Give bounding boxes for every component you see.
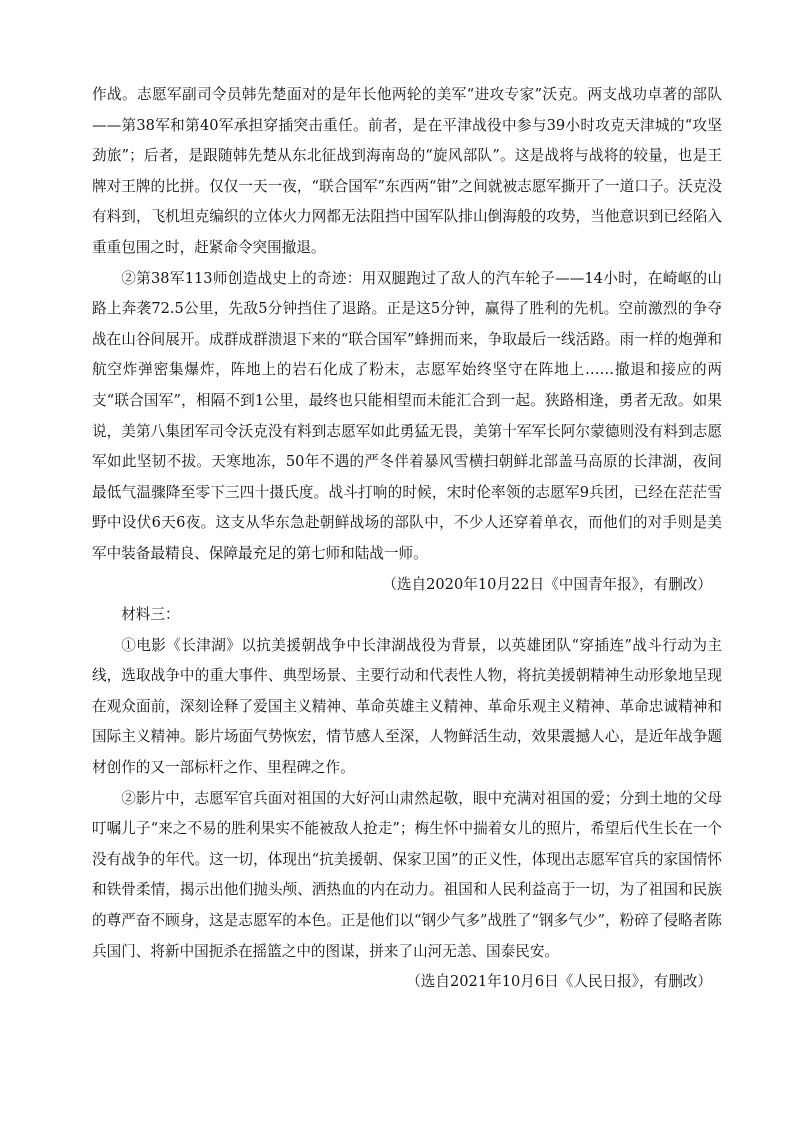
document-page xyxy=(92,80,722,998)
material-3-label: 材料三： xyxy=(121,606,180,624)
source-citation-3: （选自2021年10月6日《人民日报》，有删改） xyxy=(406,973,712,991)
paragraph-continued: 作战。志愿军副司令员韩先楚面对的是年长他两轮的美军“进攻专家”沃克。两支战功卓著的部队——第38军和第40军承担穿插突击重任。前者，是在平津战役中参与39小时攻克天津城的“攻坚劲旅”；后者，是跟随韩先楚从东北征战到海南岛的“旋风部队”。这是战将与战将的较量，也是王牌对王牌的比拼。仅仅一天一夜，“联合国军”东西两“钳”之间就被志愿军撕开了一道口子。沃克没有料到，飞机坦克编织的立体火力网都无法阻挡中国军队排山倒海般的攻势，当他意识到已经陷入重重包围之时，赶紧命令突围撤退。 xyxy=(92,86,722,256)
source-citation-2: （选自2020年10月22日《中国青年报》，有删改） xyxy=(382,575,712,593)
material-3-paragraph-2: ②影片中，志愿军官兵面对祖国的大好河山肃然起敬，眼中充满对祖国的爱；分到土地的父母叮嘱儿子“来之不易的胜利果实不能被敌人抢走”；梅生怀中揣着女儿的照片，希望后代生长在一个没有战争的年代。这一切，体现出“抗美援朝、保家卫国”的正义性，体现出志愿军官兵的家国情怀和铁骨柔情，揭示出他们抛头颅、洒热血的内在动力。祖国和人民利益高于一切，为了祖国和民族的尊严奋不顾身，这是志愿军的本色。正是他们以“钢少气多”战胜了“钢多气少”，粉碎了侵略者陈兵国门、将新中国扼杀在摇篮之中的图谋，拼来了山河无恙、国泰民安。 xyxy=(92,789,722,960)
material-3-paragraph-1: ①电影《长津湖》以抗美援朝战争中长津湖战役为背景，以英雄团队“穿插连”战斗行动为主线，选取战争中的重大事件、典型场景、主要行动和代表性人物，将抗美援朝精神生动形象地呈现在观众面前，深刻诠释了爱国主义精神、革命英雄主义精神、革命乐观主义精神、革命忠诚精神和国际主义精神。影片场面气势恢宏，情节感人至深，人物鲜活生动，效果震撼人心，是近年战争题材创作的又一部标杆之作、里程碑之作。 xyxy=(92,636,722,777)
paragraph-2: ②第38军113师创造战史上的奇迹：用双腿跑过了敌人的汽车轮子——14小时，在崎岖的山路上奔袭72.5公里，先敌5分钟挡住了退路。正是这5分钟，赢得了胜利的先机。空前激烈的争夺战在山谷间展开。成群成群溃退下来的“联合国军”蜂拥而来，争取最后一线活路。雨一样的炮弹和航空炸弹密集爆炸，阵地上的岩石化成了粉末，志愿军始终坚守在阵地上……撤退和接应的两支“联合国军”，相隔不到1公里，最终也只能相望而未能汇合到一起。狭路相逢，勇者无敌。如果说，美第八集团军司令沃克没有料到志愿军如此勇猛无畏，美第十军军长阿尔蒙德则没有料到志愿军如此坚韧不拔。天寒地冻，50年不遇的严冬伴着暴风雪横扫朝鲜北部盖马高原的长津湖，夜间最低气温骤降至零下三四十摄氏度。战斗打响的时候，宋时伦率领的志愿军9兵团，已经在茫茫雪野中设伏6天6夜。这支从华东急赴朝鲜战场的部队中，不少人还穿着单衣，而他们的对手则是美军中装备最精良、保障最充足的第七师和陆战一师。 xyxy=(92,269,722,562)
